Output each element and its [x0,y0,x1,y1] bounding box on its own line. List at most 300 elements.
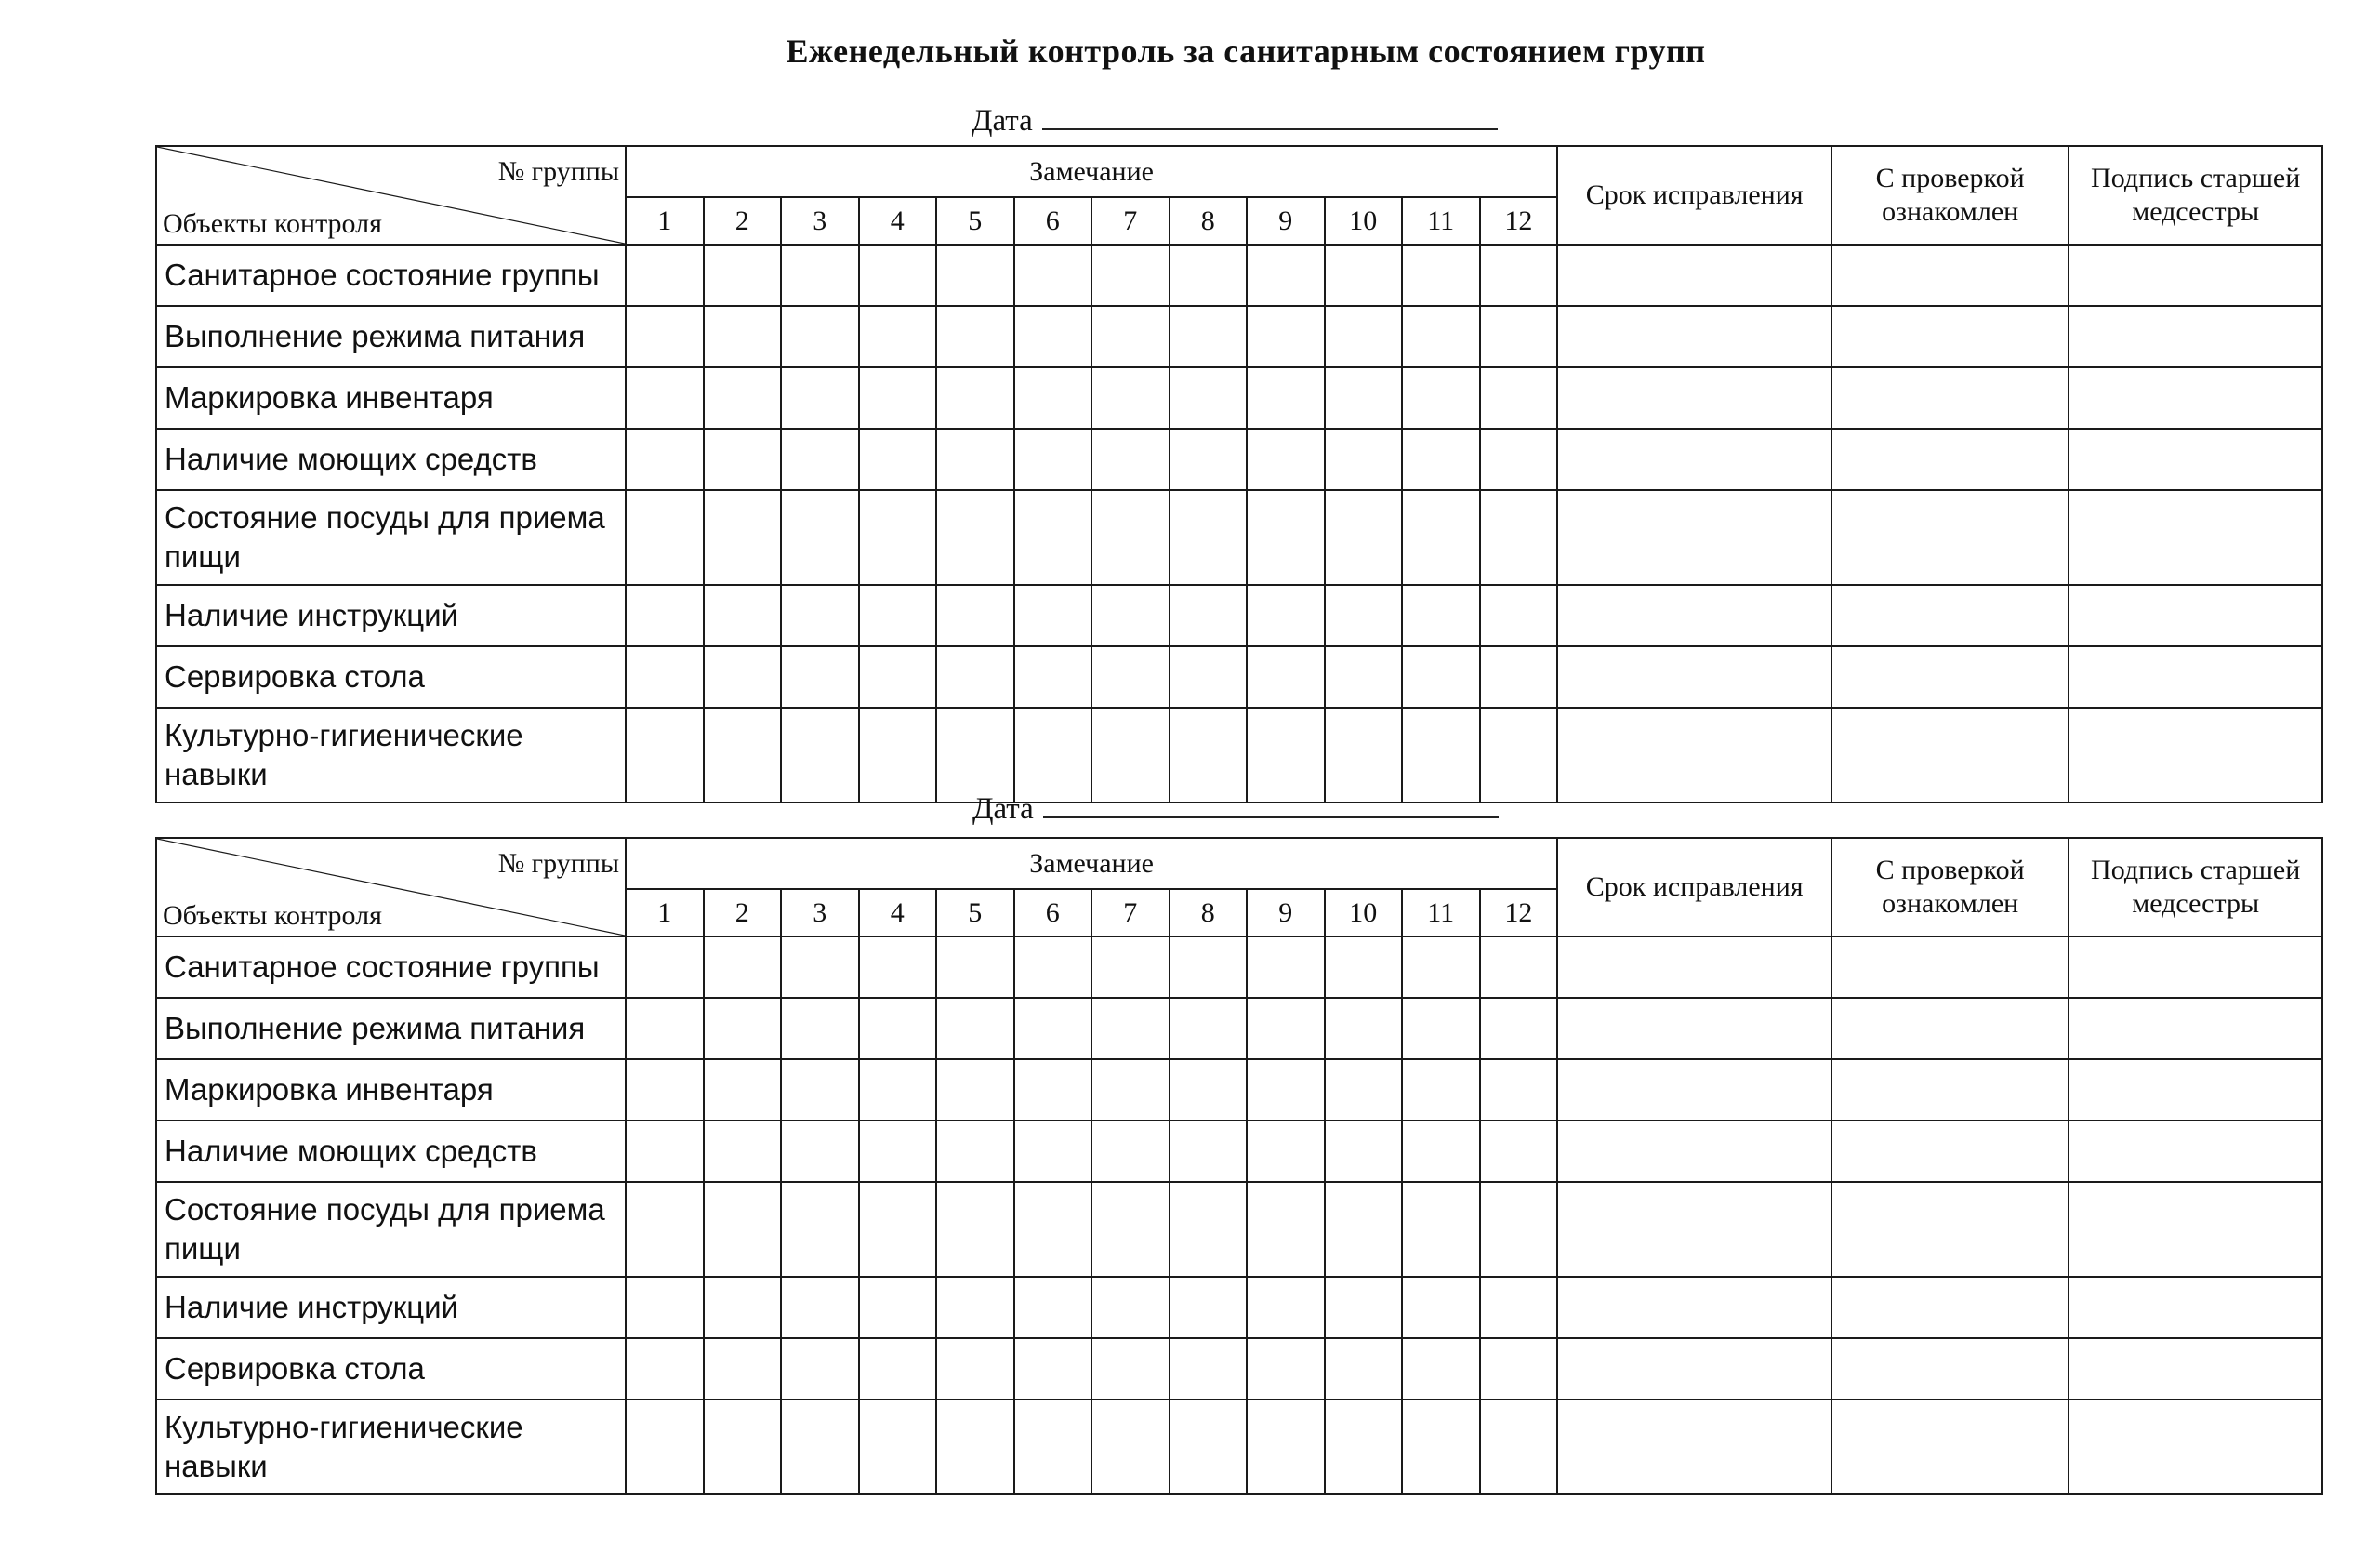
group-remark-cell[interactable] [1247,1277,1325,1338]
table-row [156,1059,2322,1121]
group-number: 10 [1325,889,1403,936]
group-remark-cell[interactable] [704,429,782,490]
control-object-label: Наличие инструкций [156,585,626,646]
deadline-cell[interactable] [1557,1059,1831,1121]
date-field-2[interactable] [972,789,1499,827]
group-number: 6 [1014,889,1092,936]
group-remark-cell[interactable] [1325,1277,1403,1338]
group-remark-cell[interactable] [781,245,859,306]
group-remark-cell[interactable] [1014,306,1092,367]
group-remark-cell[interactable] [936,936,1014,998]
control-object-label: Состояние посуды для приема пищи [156,1182,626,1277]
control-table-2 [155,837,2323,1495]
deadline-cell[interactable] [1557,1182,1831,1277]
group-remark-cell[interactable] [1480,306,1558,367]
group-remark-cell[interactable] [626,646,704,708]
group-remark-cell[interactable] [781,1059,859,1121]
group-number-label: № группы [497,848,619,879]
group-remark-cell[interactable] [1402,245,1480,306]
signature-cell[interactable] [2069,367,2322,429]
group-remark-cell[interactable] [1091,1277,1170,1338]
group-remark-cell[interactable] [936,1121,1014,1182]
group-remark-cell[interactable] [704,367,782,429]
group-remark-cell[interactable] [859,585,937,646]
signature-cell[interactable] [2069,936,2322,998]
group-remark-cell[interactable] [936,585,1014,646]
group-remark-cell[interactable] [936,646,1014,708]
group-remark-cell[interactable] [1480,936,1558,998]
deadline-cell[interactable] [1557,708,1831,803]
group-remark-cell[interactable] [704,1277,782,1338]
acquainted-cell[interactable] [1831,1277,2069,1338]
signature-cell[interactable] [2069,306,2322,367]
group-remark-cell[interactable] [704,1059,782,1121]
group-remark-cell[interactable] [1170,1400,1248,1494]
group-remark-cell[interactable] [781,306,859,367]
group-remark-cell[interactable] [1402,1338,1480,1400]
group-remark-cell[interactable] [1170,585,1248,646]
group-remark-cell[interactable] [1480,998,1558,1059]
group-remark-cell[interactable] [1014,245,1092,306]
group-remark-cell[interactable] [1091,490,1170,585]
table-row [156,1338,2322,1400]
group-remark-cell[interactable] [781,490,859,585]
group-remark-cell[interactable] [1014,646,1092,708]
group-remark-cell[interactable] [1480,245,1558,306]
table-row [156,490,2322,585]
group-remark-cell[interactable] [1247,646,1325,708]
group-remark-cell[interactable] [1014,1182,1092,1277]
group-number: 6 [1014,197,1092,245]
acquainted-cell[interactable] [1831,708,2069,803]
group-remark-cell[interactable] [626,1059,704,1121]
group-remark-cell[interactable] [1170,1277,1248,1338]
group-number: 11 [1402,197,1480,245]
group-remark-cell[interactable] [704,936,782,998]
group-remark-cell[interactable] [1402,646,1480,708]
control-object-label: Сервировка стола [156,1338,626,1400]
control-object-label: Состояние посуды для приема пищи [156,490,626,585]
group-remark-cell[interactable] [1247,245,1325,306]
group-remark-cell[interactable] [859,490,937,585]
group-remark-cell[interactable] [781,1277,859,1338]
group-remark-cell[interactable] [704,585,782,646]
group-remark-cell[interactable] [626,306,704,367]
control-object-label: Выполнение режима питания [156,998,626,1059]
group-remark-cell[interactable] [626,367,704,429]
deadline-cell[interactable] [1557,646,1831,708]
group-remark-cell[interactable] [859,429,937,490]
group-remark-cell[interactable] [859,1400,937,1494]
group-remark-cell[interactable] [1091,245,1170,306]
group-remark-cell[interactable] [936,1400,1014,1494]
group-remark-cell[interactable] [1480,585,1558,646]
group-number: 2 [704,889,782,936]
group-remark-cell[interactable] [1014,936,1092,998]
group-remark-cell[interactable] [1014,585,1092,646]
acquainted-cell[interactable] [1831,1059,2069,1121]
group-remark-cell[interactable] [859,708,937,803]
acquainted-cell[interactable] [1831,1182,2069,1277]
group-remark-cell[interactable] [1170,646,1248,708]
group-remark-cell[interactable] [1091,1338,1170,1400]
group-remark-cell[interactable] [1480,1121,1558,1182]
group-remark-cell[interactable] [936,1277,1014,1338]
group-remark-cell[interactable] [1091,1182,1170,1277]
group-remark-cell[interactable] [1170,998,1248,1059]
date-blank[interactable] [1042,100,1498,130]
group-remark-cell[interactable] [1091,367,1170,429]
group-remark-cell[interactable] [1325,1121,1403,1182]
group-remark-cell[interactable] [1091,998,1170,1059]
deadline-cell[interactable] [1557,245,1831,306]
group-remark-cell[interactable] [1480,1400,1558,1494]
signature-cell[interactable] [2069,1059,2322,1121]
group-remark-cell[interactable] [1014,367,1092,429]
group-remark-cell[interactable] [626,490,704,585]
group-remark-cell[interactable] [1170,1121,1248,1182]
group-remark-cell[interactable] [1014,490,1092,585]
group-remark-cell[interactable] [626,998,704,1059]
control-object-label: Культурно-гигиенические навыки [156,1400,626,1494]
group-remark-cell[interactable] [704,306,782,367]
signature-cell[interactable] [2069,1121,2322,1182]
signature-cell[interactable] [2069,585,2322,646]
control-object-label: Наличие моющих средств [156,429,626,490]
control-object-label: Наличие моющих средств [156,1121,626,1182]
group-remark-cell[interactable] [1091,306,1170,367]
acquainted-cell[interactable] [1831,245,2069,306]
group-remark-cell[interactable] [1247,490,1325,585]
group-remark-cell[interactable] [859,646,937,708]
group-remark-cell[interactable] [1091,429,1170,490]
signature-cell[interactable] [2069,1338,2322,1400]
acquainted-cell[interactable] [1831,429,2069,490]
group-number: 12 [1480,197,1558,245]
signature-cell[interactable] [2069,245,2322,306]
page-title: Еженедельный контроль за санитарным состоянием групп [786,33,1706,70]
group-remark-cell[interactable] [936,429,1014,490]
table-row [156,306,2322,367]
group-remark-cell[interactable] [1247,936,1325,998]
group-number: 7 [1091,889,1170,936]
group-remark-cell[interactable] [1091,1121,1170,1182]
group-remark-cell[interactable] [1014,1121,1092,1182]
group-remark-cell[interactable] [626,708,704,803]
group-remark-cell[interactable] [1325,1338,1403,1400]
group-remark-cell[interactable] [1170,490,1248,585]
group-remark-cell[interactable] [1325,646,1403,708]
acquainted-cell[interactable] [1831,367,2069,429]
deadline-cell[interactable] [1557,936,1831,998]
group-remark-cell[interactable] [936,245,1014,306]
group-remark-cell[interactable] [1325,490,1403,585]
group-remark-cell[interactable] [936,998,1014,1059]
acquainted-cell[interactable] [1831,585,2069,646]
group-remark-cell[interactable] [626,1338,704,1400]
control-object-label: Маркировка инвентаря [156,367,626,429]
table-row [156,1121,2322,1182]
control-object-label: Санитарное состояние группы [156,245,626,306]
group-remark-cell[interactable] [704,1121,782,1182]
group-remark-cell[interactable] [1247,367,1325,429]
group-remark-cell[interactable] [1325,998,1403,1059]
group-remark-cell[interactable] [781,1182,859,1277]
group-remark-cell[interactable] [859,245,937,306]
deadline-cell[interactable] [1557,490,1831,585]
deadline-cell[interactable] [1557,1338,1831,1400]
table-row [156,1182,2322,1277]
group-remark-cell[interactable] [1325,429,1403,490]
group-remark-cell[interactable] [1402,1121,1480,1182]
group-remark-cell[interactable] [1402,1277,1480,1338]
signature-cell[interactable] [2069,998,2322,1059]
group-number-label: № группы [497,156,619,187]
deadline-cell[interactable] [1557,1400,1831,1494]
acquainted-cell[interactable] [1831,936,2069,998]
remark-header: Замечание [626,146,1557,197]
group-remark-cell[interactable] [704,1400,782,1494]
group-remark-cell[interactable] [1247,306,1325,367]
acquainted-cell[interactable] [1831,306,2069,367]
group-remark-cell[interactable] [781,646,859,708]
group-remark-cell[interactable] [1480,646,1558,708]
group-remark-cell[interactable] [626,936,704,998]
group-remark-cell[interactable] [704,490,782,585]
group-number: 8 [1170,197,1248,245]
date-label: Дата [972,792,1034,826]
group-remark-cell[interactable] [1402,490,1480,585]
signature-cell[interactable] [2069,429,2322,490]
group-remark-cell[interactable] [1402,1059,1480,1121]
control-object-label: Культурно-гигиенические навыки [156,708,626,803]
acquainted-cell[interactable] [1831,998,2069,1059]
group-number: 4 [859,889,937,936]
group-number: 9 [1247,889,1325,936]
group-number: 2 [704,197,782,245]
group-remark-cell[interactable] [936,490,1014,585]
group-remark-cell[interactable] [1247,1059,1325,1121]
group-remark-cell[interactable] [859,1277,937,1338]
acquainted-header: С проверкой ознакомлен [1831,146,2069,245]
group-remark-cell[interactable] [1480,1338,1558,1400]
group-remark-cell[interactable] [1014,998,1092,1059]
group-remark-cell[interactable] [704,1182,782,1277]
group-remark-cell[interactable] [1170,429,1248,490]
signature-cell[interactable] [2069,646,2322,708]
group-remark-cell[interactable] [781,367,859,429]
group-remark-cell[interactable] [1325,367,1403,429]
group-remark-cell[interactable] [781,1400,859,1494]
group-remark-cell[interactable] [1014,429,1092,490]
group-remark-cell[interactable] [1402,306,1480,367]
group-remark-cell[interactable] [704,1338,782,1400]
group-number: 1 [626,889,704,936]
group-remark-cell[interactable] [1480,367,1558,429]
group-remark-cell[interactable] [1091,1400,1170,1494]
group-remark-cell[interactable] [1170,1059,1248,1121]
group-remark-cell[interactable] [1402,998,1480,1059]
group-remark-cell[interactable] [1014,1400,1092,1494]
group-remark-cell[interactable] [1325,306,1403,367]
group-number: 5 [936,197,1014,245]
group-remark-cell[interactable] [1014,1338,1092,1400]
signature-header: Подпись старшей медсестры [2069,146,2322,245]
objects-label: Объекты контроля [163,208,382,239]
group-remark-cell[interactable] [1014,1277,1092,1338]
group-remark-cell[interactable] [1402,585,1480,646]
signature-cell[interactable] [2069,1400,2322,1494]
group-remark-cell[interactable] [704,708,782,803]
group-remark-cell[interactable] [1247,429,1325,490]
group-remark-cell[interactable] [1247,585,1325,646]
control-object-label: Маркировка инвентаря [156,1059,626,1121]
acquainted-cell[interactable] [1831,1121,2069,1182]
header-row [156,838,2322,889]
deadline-cell[interactable] [1557,1121,1831,1182]
group-remark-cell[interactable] [936,1338,1014,1400]
group-remark-cell[interactable] [1247,1338,1325,1400]
group-remark-cell[interactable] [1247,1121,1325,1182]
table-row [156,367,2322,429]
date-blank[interactable] [1043,789,1499,818]
group-remark-cell[interactable] [1091,646,1170,708]
control-object-label: Выполнение режима питания [156,306,626,367]
group-remark-cell[interactable] [1091,936,1170,998]
group-remark-cell[interactable] [1480,1182,1558,1277]
group-remark-cell[interactable] [1480,1277,1558,1338]
group-remark-cell[interactable] [936,306,1014,367]
acquainted-cell[interactable] [1831,1338,2069,1400]
date-label: Дата [972,104,1033,138]
group-remark-cell[interactable] [859,936,937,998]
group-number: 11 [1402,889,1480,936]
group-remark-cell[interactable] [1091,585,1170,646]
group-remark-cell[interactable] [1325,1059,1403,1121]
group-remark-cell[interactable] [781,429,859,490]
group-remark-cell[interactable] [859,998,937,1059]
group-remark-cell[interactable] [626,1182,704,1277]
deadline-cell[interactable] [1557,585,1831,646]
group-remark-cell[interactable] [1170,245,1248,306]
group-number: 7 [1091,197,1170,245]
group-remark-cell[interactable] [1480,429,1558,490]
group-remark-cell[interactable] [781,585,859,646]
group-remark-cell[interactable] [859,1182,937,1277]
control-object-label: Наличие инструкций [156,1277,626,1338]
group-remark-cell[interactable] [1480,490,1558,585]
group-remark-cell[interactable] [704,646,782,708]
group-remark-cell[interactable] [859,306,937,367]
table-row [156,646,2322,708]
group-remark-cell[interactable] [859,1059,937,1121]
group-remark-cell[interactable] [1402,1400,1480,1494]
group-remark-cell[interactable] [1325,585,1403,646]
group-number: 10 [1325,197,1403,245]
signature-header: Подпись старшей медсестры [2069,838,2322,936]
group-remark-cell[interactable] [626,245,704,306]
group-number: 3 [781,197,859,245]
deadline-header: Срок исправления [1557,146,1831,245]
date-field-1[interactable] [972,100,1498,139]
group-remark-cell[interactable] [1014,1059,1092,1121]
deadline-cell[interactable] [1557,429,1831,490]
deadline-cell[interactable] [1557,998,1831,1059]
group-remark-cell[interactable] [1170,1182,1248,1277]
group-remark-cell[interactable] [1170,1338,1248,1400]
group-remark-cell[interactable] [1402,367,1480,429]
group-remark-cell[interactable] [704,998,782,1059]
group-remark-cell[interactable] [1170,306,1248,367]
control-table-1 [155,145,2323,803]
deadline-cell[interactable] [1557,306,1831,367]
control-object-label: Сервировка стола [156,646,626,708]
table-row [156,1400,2322,1494]
group-remark-cell[interactable] [781,998,859,1059]
objects-label: Объекты контроля [163,900,382,931]
group-number: 9 [1247,197,1325,245]
deadline-header: Срок исправления [1557,838,1831,936]
acquainted-cell[interactable] [1831,646,2069,708]
group-remark-cell[interactable] [781,1338,859,1400]
group-remark-cell[interactable] [859,1121,937,1182]
group-remark-cell[interactable] [626,1400,704,1494]
group-remark-cell[interactable] [1325,245,1403,306]
group-remark-cell[interactable] [1247,1182,1325,1277]
group-remark-cell[interactable] [1325,936,1403,998]
group-remark-cell[interactable] [1170,367,1248,429]
header-row [156,146,2322,197]
group-remark-cell[interactable] [626,1121,704,1182]
group-remark-cell[interactable] [626,429,704,490]
group-remark-cell[interactable] [1170,936,1248,998]
group-remark-cell[interactable] [626,1277,704,1338]
group-remark-cell[interactable] [859,1338,937,1400]
deadline-cell[interactable] [1557,1277,1831,1338]
group-remark-cell[interactable] [936,1182,1014,1277]
group-remark-cell[interactable] [1247,998,1325,1059]
acquainted-cell[interactable] [1831,490,2069,585]
group-remark-cell[interactable] [936,367,1014,429]
group-remark-cell[interactable] [1325,1182,1403,1277]
table-row [156,936,2322,998]
signature-cell[interactable] [2069,1277,2322,1338]
group-remark-cell[interactable] [1402,936,1480,998]
group-remark-cell[interactable] [626,585,704,646]
group-remark-cell[interactable] [781,708,859,803]
group-remark-cell[interactable] [781,936,859,998]
group-remark-cell[interactable] [704,245,782,306]
signature-cell[interactable] [2069,490,2322,585]
group-remark-cell[interactable] [1247,1400,1325,1494]
signature-cell[interactable] [2069,708,2322,803]
group-remark-cell[interactable] [781,1121,859,1182]
group-remark-cell[interactable] [1402,429,1480,490]
group-remark-cell[interactable] [1091,1059,1170,1121]
group-remark-cell[interactable] [1402,1182,1480,1277]
table-row [156,998,2322,1059]
control-object-label: Санитарное состояние группы [156,936,626,998]
group-remark-cell[interactable] [1480,1059,1558,1121]
group-number: 12 [1480,889,1558,936]
table-row [156,429,2322,490]
deadline-cell[interactable] [1557,367,1831,429]
group-remark-cell[interactable] [936,1059,1014,1121]
acquainted-cell[interactable] [1831,1400,2069,1494]
group-remark-cell[interactable] [859,367,937,429]
signature-cell[interactable] [2069,1182,2322,1277]
group-remark-cell[interactable] [1325,1400,1403,1494]
